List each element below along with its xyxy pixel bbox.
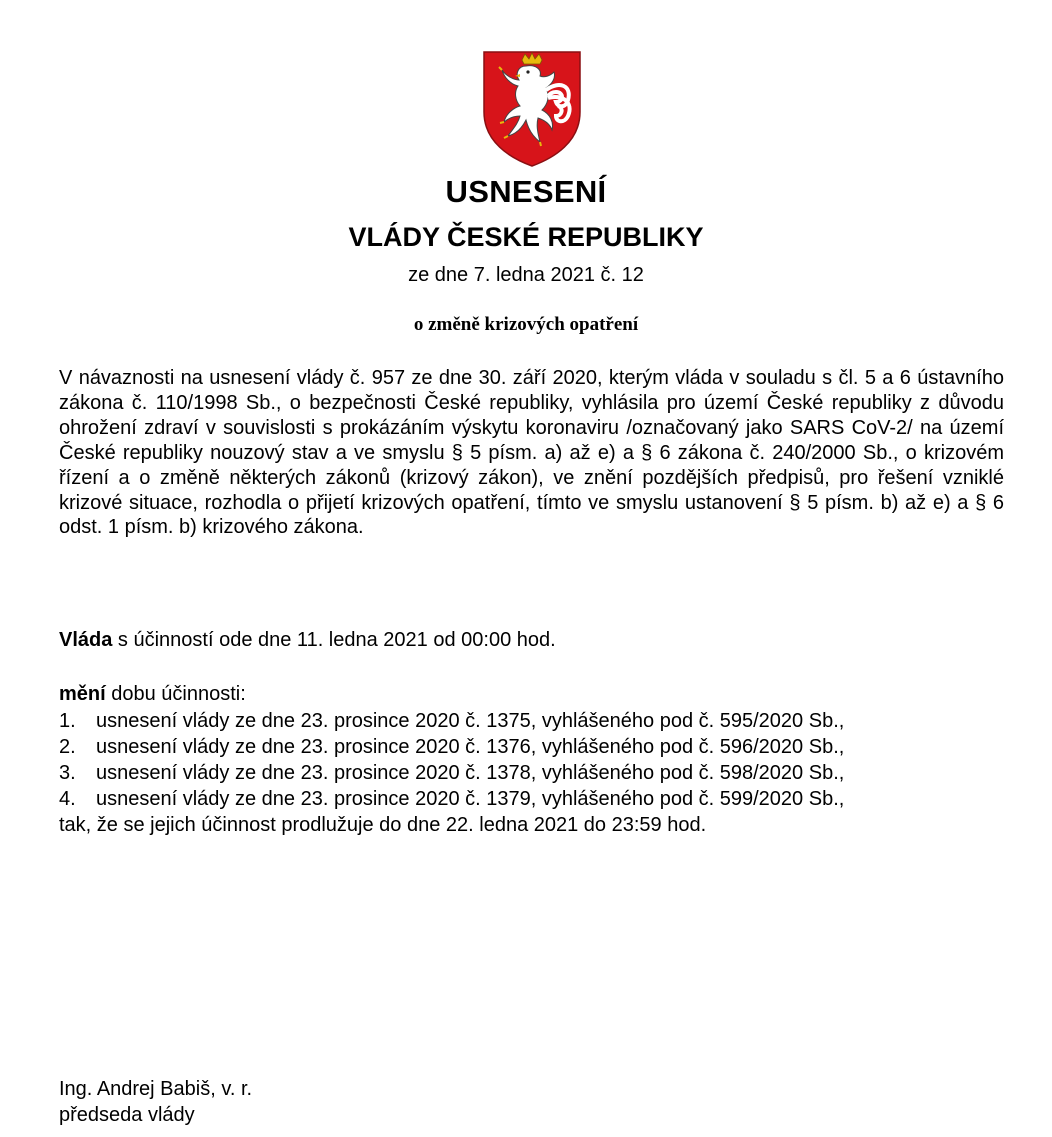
decision-text: s účinností ode dne 11. ledna 2021 od 00:00 hod. bbox=[117, 629, 556, 651]
signatory-role: předseda vlády bbox=[59, 1104, 195, 1126]
signatory-name: Ing. Andrej Babiš, v. r. bbox=[59, 1078, 253, 1100]
decision-subject: Vláda bbox=[59, 629, 113, 651]
resolution-date-number: ze dne 7. ledna 2021 č. 12 bbox=[408, 264, 644, 286]
list-item-number: 2. bbox=[59, 736, 76, 758]
list-item-text: usnesení vlády ze dne 23. prosince 2020 č. 1376, vyhlášeného pod č. 596/2020 Sb., bbox=[96, 736, 845, 758]
decision-line bbox=[59, 629, 556, 652]
czech-lion-coat-of-arms-icon bbox=[482, 50, 582, 168]
list-item bbox=[59, 788, 844, 811]
document-subtitle: VLÁDY ČESKÉ REPUBLIKY bbox=[348, 222, 704, 252]
list-item-number: 3. bbox=[59, 762, 76, 784]
change-heading bbox=[59, 683, 246, 706]
list-item-number: 1. bbox=[59, 710, 76, 732]
change-text: dobu účinnosti: bbox=[111, 683, 246, 705]
list-item-text: usnesení vlády ze dne 23. prosince 2020 č. 1378, vyhlášeného pod č. 598/2020 Sb., bbox=[96, 762, 845, 784]
list-item-text: usnesení vlády ze dne 23. prosince 2020 č. 1379, vyhlášeného pod č. 599/2020 Sb., bbox=[96, 788, 845, 810]
change-closing: tak, že se jejich účinnost prodlužuje do dne 22. ledna 2021 do 23:59 hod. bbox=[59, 814, 707, 836]
document-title: USNESENÍ bbox=[445, 174, 607, 209]
list-item-text: usnesení vlády ze dne 23. prosince 2020 č. 1375, vyhlášeného pod č. 595/2020 Sb., bbox=[96, 710, 845, 732]
resolution-subject: o změně krizových opatření bbox=[413, 314, 639, 335]
list-item-number: 4. bbox=[59, 788, 76, 810]
list-item bbox=[59, 710, 844, 733]
preamble-paragraph: V návaznosti na usnesení vlády č. 957 ze dne 30. září 2020, kterým vláda v souladu s čl. 5 a 6 ústavního zákona č. 110/1998 Sb., o bezpečnosti České republiky, vyhlásila pro území České republiky z důvodu ohrožení zdraví v souvislosti s prokázáním výskytu koronaviru /označovaný jako SARS CoV-2/ na území České republiky nouzový stav a ve smyslu § 5 písm. a) až e) a § 6 zákona č. 240/2000 Sb., o krizovém řízení a o změně některých zákonů (krizový zákon), ve znění pozdějších předpisů, pro řešení vzniklé krizové situace, rozhodla o přijetí krizových opatření, tímto ve smyslu ustanovení § 5 písm. b) až e) a § 6 odst. 1 písm. b) krizového zákona. bbox=[59, 367, 1004, 539]
list-item bbox=[59, 736, 844, 759]
change-verb: mění bbox=[59, 683, 106, 705]
list-item bbox=[59, 762, 844, 785]
